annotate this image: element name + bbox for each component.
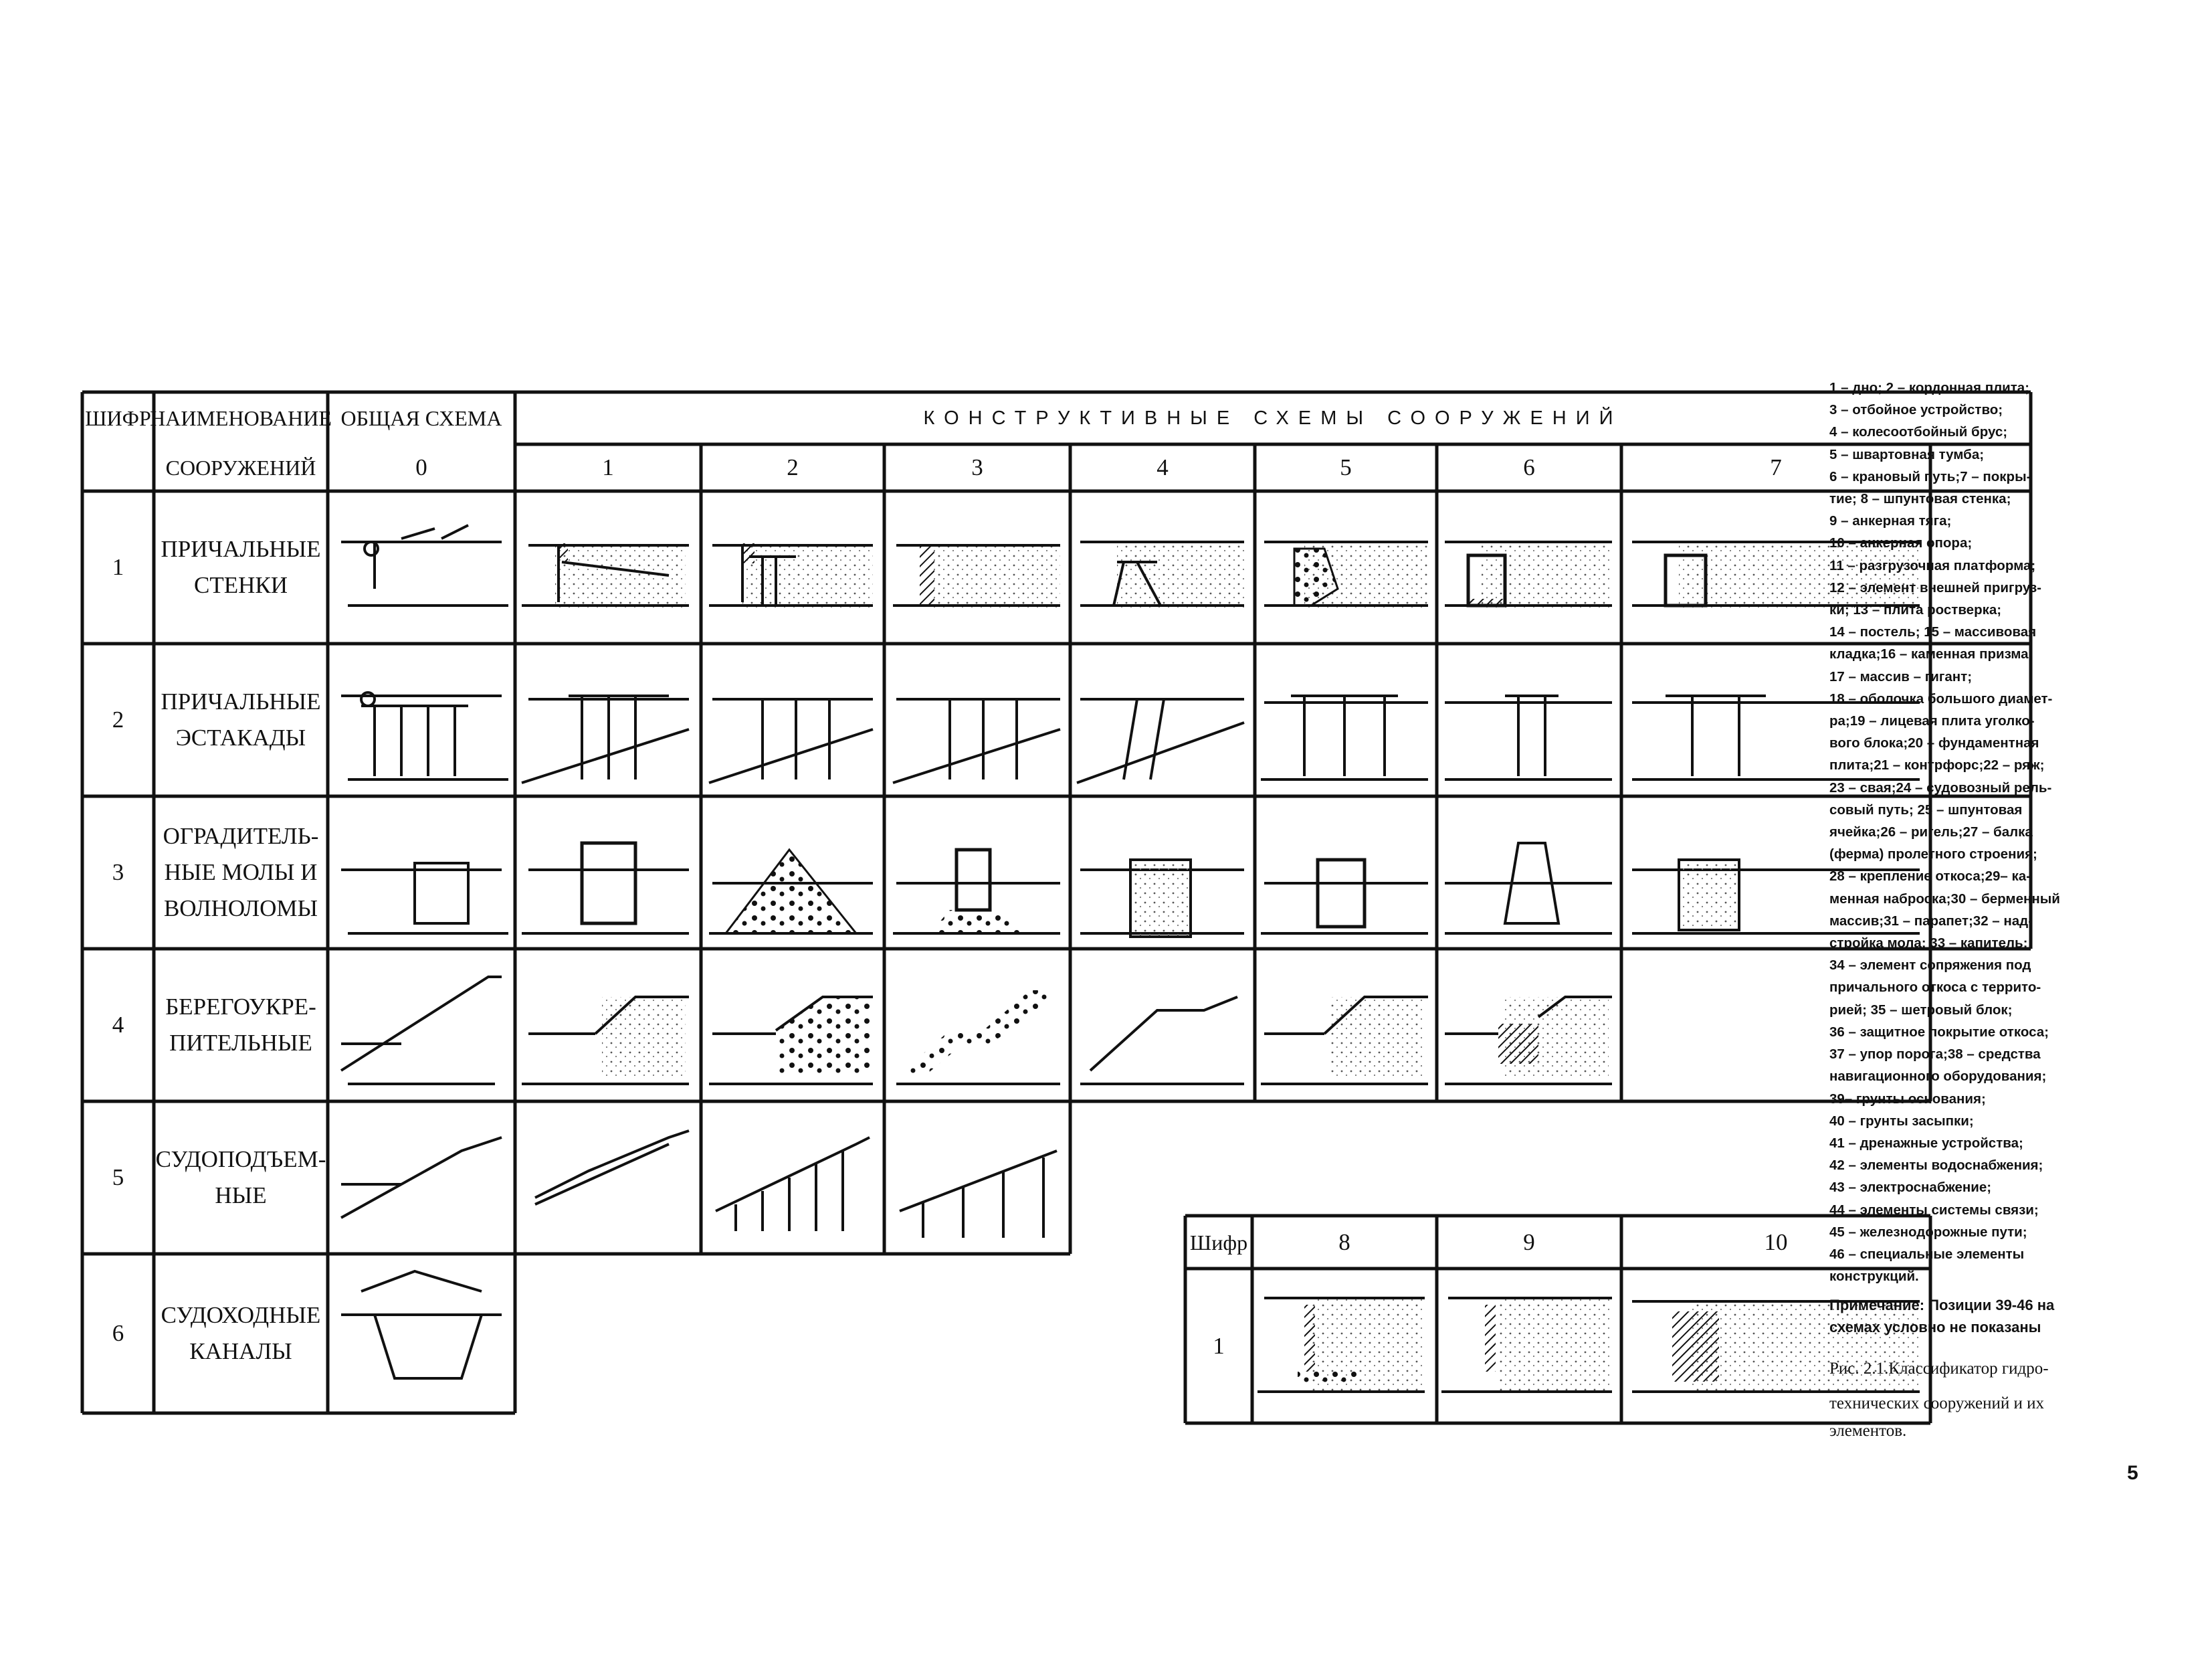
legend-line: 6 – крановый путь;7 – покры- xyxy=(1829,468,2031,484)
scheme-row2-general xyxy=(341,693,508,779)
row-name-4: БЕРЕГОУКРЕ- ПИТЕЛЬНЫЕ xyxy=(165,993,316,1056)
legend-line: 39– грунты основания; xyxy=(1829,1091,1986,1107)
legend-line: кладка;16 – каменная призма; xyxy=(1829,646,2033,662)
small-col-number-8: 8 xyxy=(1338,1228,1350,1255)
header-name-line2: СООРУЖЕНИЙ xyxy=(165,456,316,480)
col-number-1: 1 xyxy=(602,454,614,481)
row-name-1: ПРИЧАЛЬНЫЕ СТЕНКИ xyxy=(161,535,321,598)
header-general-scheme: ОБЩАЯ СХЕМА xyxy=(340,406,502,430)
scheme-row3-col2 xyxy=(709,850,873,933)
legend-line: 37 – упор порога;38 – средства xyxy=(1829,1046,2041,1063)
legend-line: 42 – элементы водоснабжения; xyxy=(1829,1158,2043,1174)
scheme-row2-col2 xyxy=(709,699,873,783)
legend-line: менная наброска;30 – берменный xyxy=(1829,891,2060,907)
caption-line: Рис. 2.1.Классификатор гидро- xyxy=(1829,1360,2049,1378)
scheme-row3-general xyxy=(341,863,508,933)
legend-line: 11 – разгрузочная платформа; xyxy=(1829,557,2036,573)
legend-line: 34 – элемент сопряжения под xyxy=(1829,957,2031,974)
row-name-5: СУДОПОДЪЕМ- НЫЕ xyxy=(155,1145,326,1208)
scheme-row2-col3 xyxy=(893,699,1060,783)
legend-line: ки; 13 – плита ростверка; xyxy=(1829,602,2002,618)
scheme-row3-col6 xyxy=(1445,843,1612,933)
row-name-2: ПРИЧАЛЬНЫЕ ЭСТАКАДЫ xyxy=(161,688,321,751)
small-col-number-9: 9 xyxy=(1523,1228,1535,1255)
scheme-row5-col2 xyxy=(716,1137,870,1231)
scheme-row1-col5 xyxy=(1264,542,1428,609)
row-code-3: 3 xyxy=(112,859,124,886)
legend-line: 46 – специальные элементы xyxy=(1829,1246,2025,1262)
scheme-row3-col1 xyxy=(522,843,689,933)
note-line: схемах условно не показаны xyxy=(1829,1319,2041,1336)
small-header-shifr: Шифр xyxy=(1189,1230,1248,1255)
legend-line: 4 – колесоотбойный брус; xyxy=(1829,424,2008,440)
caption-line: технических сооружений и их xyxy=(1829,1394,2044,1413)
scheme-row6-general xyxy=(341,1271,502,1378)
col-number-2: 2 xyxy=(787,454,799,481)
legend-line: (ферма) пролетного строения; xyxy=(1829,846,2037,862)
legend-line: 9 – анкерная тяга; xyxy=(1829,513,1952,529)
scheme-row4-col5 xyxy=(1261,997,1428,1084)
legend-line: ра;19 – лицевая плита уголко- xyxy=(1829,713,2035,729)
scheme-row5-col3 xyxy=(900,1151,1057,1238)
scheme-row2-col1 xyxy=(522,696,689,783)
legend-line: 17 – массив – гигант; xyxy=(1829,668,1973,684)
legend-line: 40 – грунты засыпки; xyxy=(1829,1113,1974,1129)
scheme-small-col8 xyxy=(1258,1298,1425,1392)
scheme-row1-col6 xyxy=(1445,542,1612,609)
legend xyxy=(1829,377,2164,1441)
col-number-0: 0 xyxy=(415,454,427,481)
scheme-row1-col3 xyxy=(893,545,1060,609)
row-code-1: 1 xyxy=(112,554,124,581)
page-number: 5 xyxy=(2127,1462,2138,1484)
scheme-row2-col6 xyxy=(1445,696,1612,779)
scheme-row4-col4 xyxy=(1080,997,1244,1084)
scheme-row1-col4 xyxy=(1080,542,1244,609)
scheme-row1-col2 xyxy=(709,543,873,609)
row-name-3: ОГРАДИТЕЛЬ- НЫЕ МОЛЫ И ВОЛНОЛОМЫ xyxy=(163,822,319,922)
col-number-4: 4 xyxy=(1157,454,1169,481)
legend-line: 43 – электроснабжение; xyxy=(1829,1180,1992,1196)
col-number-3: 3 xyxy=(971,454,983,481)
row-code-5: 5 xyxy=(112,1164,124,1191)
col-number-5: 5 xyxy=(1340,454,1352,481)
legend-line: 23 – свая;24 – судовозный рель- xyxy=(1829,779,2052,796)
scheme-row3-col3 xyxy=(893,850,1060,933)
scheme-row4-general xyxy=(341,977,502,1084)
note xyxy=(1829,1294,2164,1338)
scheme-small-col9 xyxy=(1441,1298,1612,1392)
col-number-7: 7 xyxy=(1770,454,1782,481)
small-row-code-1: 1 xyxy=(1213,1332,1225,1359)
legend-line: 1 – дно; 2 – кордонная плита; xyxy=(1829,380,2029,395)
legend-line: 44 – элементы системы связи; xyxy=(1829,1202,2039,1218)
scheme-row4-col3 xyxy=(896,990,1060,1084)
figure-caption xyxy=(1829,1352,2164,1441)
scheme-row3-col4 xyxy=(1080,860,1244,937)
col-number-6: 6 xyxy=(1523,454,1535,481)
legend-line: совый путь; 25 – шпунтовая xyxy=(1829,802,2023,818)
scheme-row1-col1 xyxy=(522,543,689,609)
legend-line: 10 – анкерная опора; xyxy=(1829,535,1973,551)
legend-line: 18 – оболочка большого диамет- xyxy=(1829,690,2053,707)
scheme-row3-col5 xyxy=(1261,860,1428,933)
legend-line: причального откоса с террито- xyxy=(1829,980,2041,996)
legend-line: плита;21 – контрфорс;22 – ряж; xyxy=(1829,757,2045,773)
legend-line: 45 – железнодорожные пути; xyxy=(1829,1224,2027,1240)
scheme-row5-col1 xyxy=(535,1131,689,1204)
scheme-row4-col2 xyxy=(709,997,873,1084)
scheme-row4-col1 xyxy=(522,997,689,1084)
header-shifr: ШИФР xyxy=(85,406,151,430)
legend-line: 14 – постель; 15 – массивовая xyxy=(1829,624,2037,640)
scheme-row1-general xyxy=(341,525,508,606)
legend-line: навигационного оборудования; xyxy=(1829,1069,2047,1085)
note-line: Примечание: Позиции 39-46 на xyxy=(1829,1297,2055,1314)
row-code-2: 2 xyxy=(112,707,124,733)
row-code-4: 4 xyxy=(112,1012,124,1038)
legend-line: 28 – крепление откоса;29– ка- xyxy=(1829,868,2031,885)
legend-line: 41 – дренажные устройства; xyxy=(1829,1135,2023,1151)
legend-line: вого блока;20 – фундаментная xyxy=(1829,735,2039,751)
scheme-row5-general xyxy=(341,1137,502,1218)
scheme-row2-col5 xyxy=(1261,696,1428,779)
header-name-line1: НАИМЕНОВАНИЕ xyxy=(150,406,332,430)
legend-line: 12 – элемент внешней пригруз- xyxy=(1829,579,2041,595)
legend-line: 5 – швартовная тумба; xyxy=(1829,446,1985,462)
legend-line: ячейка;26 – ригель;27 – балка xyxy=(1829,824,2033,840)
legend-line: 3 – отбойное устройство; xyxy=(1829,402,2003,418)
scheme-row4-col6 xyxy=(1445,997,1612,1084)
legend-line: рией; 35 – шетровый блок; xyxy=(1829,1002,2013,1018)
scheme-row2-col4 xyxy=(1077,699,1244,783)
row-code-6: 6 xyxy=(112,1320,124,1347)
small-col-number-10: 10 xyxy=(1764,1228,1788,1255)
legend-line: стройка мола; 33 – капитель; xyxy=(1829,935,2028,951)
legend-line: 36 – защитное покрытие откоса; xyxy=(1829,1024,2049,1040)
legend-line: тие; 8 – шпунтовая стенка; xyxy=(1829,491,2011,507)
legend-line: массив;31 – парапет;32 – над- xyxy=(1829,913,2033,929)
caption-line: элементов. xyxy=(1829,1422,1907,1441)
header-constructive-schemes: КОНСТРУКТИВНЫЕ СХЕМЫ СООРУЖЕНИЙ xyxy=(923,407,1623,429)
legend-line: конструкций. xyxy=(1829,1269,1919,1285)
row-name-6: СУДОХОДНЫЕ КАНАЛЫ xyxy=(161,1301,321,1364)
